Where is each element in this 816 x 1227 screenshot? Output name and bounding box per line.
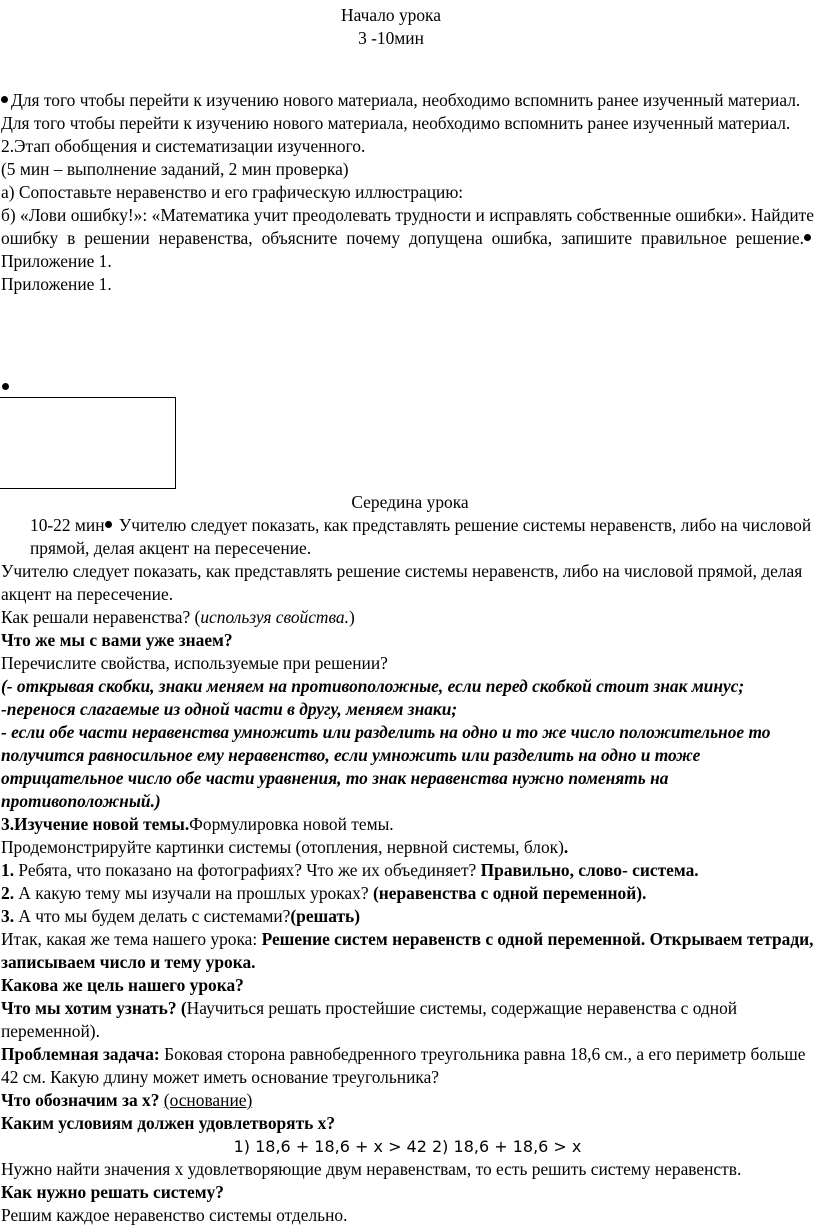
question-text: Что обозначим за х? [1,1090,160,1110]
problem-task [0,1043,816,1089]
question-text: Что мы хотим узнать? ( [1,998,187,1018]
x-question [0,1089,816,1112]
answer-text: (решать) [290,906,361,926]
problem-label: Проблемная задача: [1,1044,160,1064]
task-b-text: б) «Лови ошибку!»: «Математика учит преодолевать трудности и исправлять собственные ошибки». Найдите ошибку в решении неравенства, объясните почему допущена ошибка, запишите правильное решение. [1,205,814,248]
property-3: - если обе части неравенства умножить или разделить на одно и то же число положительное то получится равносильное ему неравенство, если умножить или разделить на одно и тоже отрицательное число обе части уравнения, то знак неравенства нужно поменять на противоположный.) [1,722,771,811]
find-values: Нужно найти значения х удовлетворяющие двум неравенствам, то есть решить систему неравенств. [1,1159,742,1179]
question-text: Ребята, что показано на фотографиях? Что же их объединяет? [14,860,481,880]
task-b [0,204,816,273]
teacher-note-inline [0,514,816,560]
middle-section [0,491,816,1227]
section-title: Середина урока [351,492,469,512]
demo-text: Продемонстрируйте картинки системы (отопления, нервной системы, блок) [1,837,564,857]
bullet-icon [1,96,8,103]
number: 2. [1,883,15,903]
page-title: Начало урока [341,5,441,25]
task-a: а) Сопоставьте неравенство и его графическую иллюстрацию: [1,182,464,202]
question-text: А какую тему мы изучали на прошлых уроках? [14,883,373,903]
time-label: 3 -10мин [358,28,424,48]
question-how [0,606,816,629]
stage-time: (5 мин – выполнение заданий, 2 мин проверка) [1,159,349,179]
bullet-icon [105,521,112,528]
question-2 [0,882,816,905]
appendix-label: Приложение 1. [1,274,112,294]
teacher-note: Учителю следует показать, как представлять решение системы неравенств, либо на числовой прямой, делая акцент на пересечение. [1,561,803,604]
lesson-topic [0,928,816,974]
topic-prefix: Итак, какая же тема нашего урока: [1,929,262,949]
question-know: Что же мы с вами уже знаем? [1,630,233,650]
answer-text: используя свойства. [200,607,349,627]
want-to-know [0,997,816,1043]
answer-text: (основание) [163,1090,253,1110]
header [0,4,782,50]
question-3 [0,905,816,928]
bullet-icon [2,383,9,390]
teacher-note-text: Учителю следует показать, как представлять решение системы неравенств, либо на числовой прямой, делая акцент на пересечение. [30,515,812,558]
paragraph-intro-repeat: Для того чтобы перейти к изучению нового материала, необходимо вспомнить ранее изученный материал. [1,113,791,133]
formula: 1) 18,6 + 18,6 + x > 42 2) 18,6 + 18,6 > x [233,1137,582,1156]
how-solve-system: Как нужно решать систему? [1,1182,224,1202]
section-3 [0,813,816,836]
time-label: 10-22 мин [30,515,105,535]
paren: ) [348,607,355,627]
lesson-goal: Какова же цель нашего урока? [1,975,244,995]
problem-text: Боковая сторона равнобедренного треугольника равна 18,6 см., а его периметр больше 42 см. Какую длину может иметь основание треугольника? [1,1044,806,1087]
answer-text: Правильно, слово- система. [480,860,699,880]
property-1: (- открывая скобки, знаки меняем на противоположные, если перед скобкой стоит знак минус; [1,676,745,696]
conditions-question: Каким условиям должен удовлетворять х? [1,1113,336,1133]
paragraph-intro [0,89,816,112]
number: 3. [1,906,15,926]
question-text: Как решали неравенства? ( [1,607,201,627]
bullet-standalone [2,376,12,399]
question-1 [0,859,816,882]
section-3-text: Формулировка новой темы. [189,814,394,834]
solve-each: Решим каждое неравенство системы отдельно. [1,1205,348,1225]
intro-text: Для того чтобы перейти к изучению нового материала, необходимо вспомнить ранее изученный материал. [11,90,801,110]
property-2: -перенося слагаемые из одной части в другу, меняем знаки; [1,699,458,719]
topic-text: Решение систем неравенств с одной переменной. Открываем тетради, записываем число и тему урока. [1,929,814,972]
answer-text: (неравенства с одной переменной). [372,883,647,903]
demo-dot: . [563,837,569,857]
stage-heading: 2.Этап обобщения и систематизации изученного. [1,136,366,156]
section-3-heading: 3.Изучение новой темы. [1,814,190,834]
intro-section [0,89,816,296]
appendix-inline: Приложение 1. [1,251,112,271]
question-text: А что мы будем делать с системами? [14,906,291,926]
bullet-icon [804,234,811,241]
answer-text: Научиться решать простейшие системы, содержащие неравенства с одной переменной). [1,998,738,1041]
demo [0,836,816,859]
number: 1. [1,860,15,880]
image-frame [0,397,176,489]
question-list: Перечислите свойства, используемые при решении? [1,653,388,673]
